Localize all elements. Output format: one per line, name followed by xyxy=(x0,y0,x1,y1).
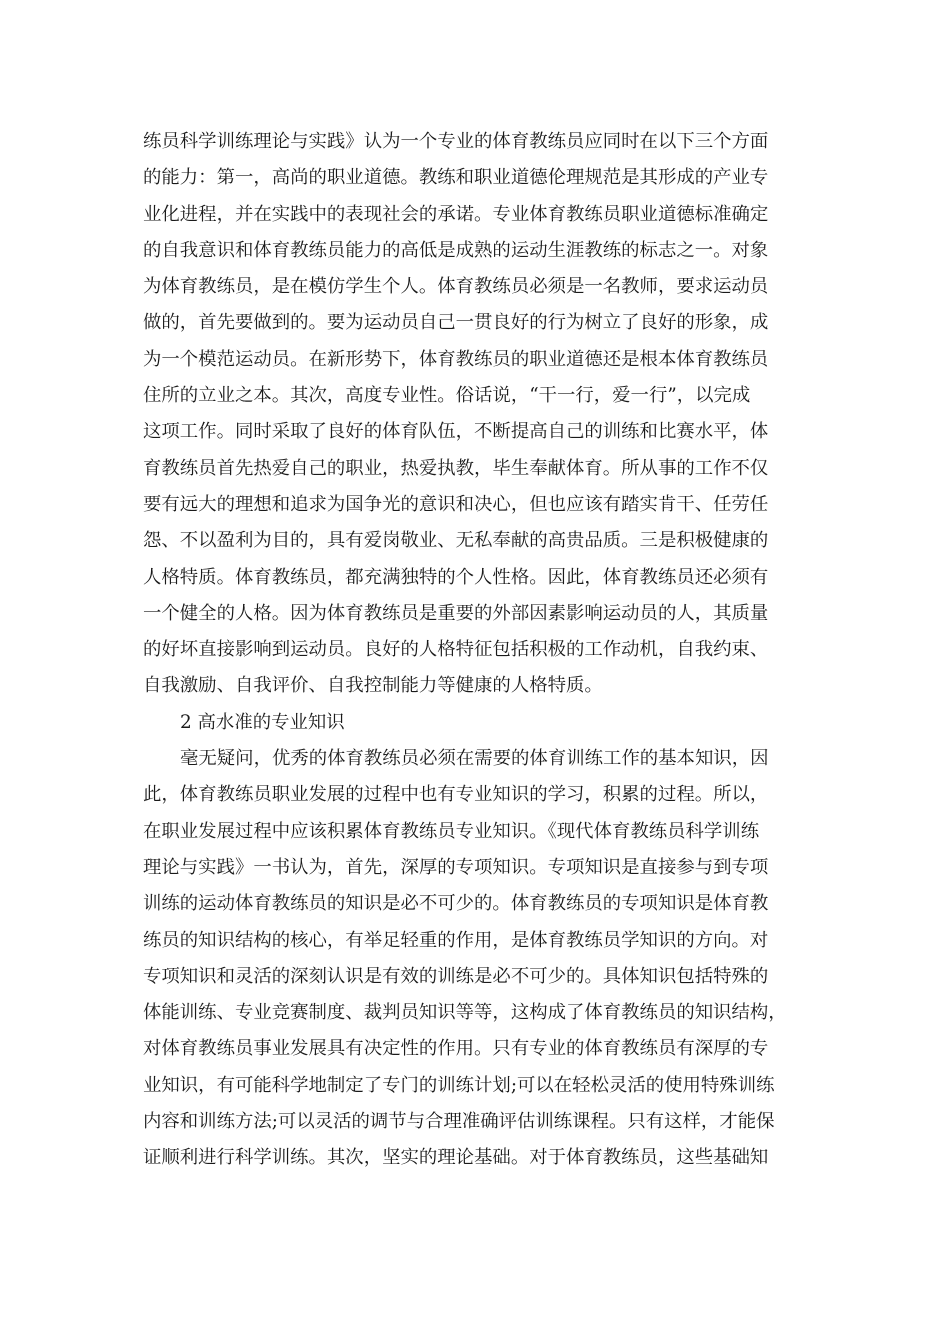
paragraph-line: 业化进程，并在实践中的表现社会的承诺。专业体育教练员职业道德标准确定 xyxy=(143,203,769,225)
paragraph-line: 练员的知识结构的核心，有举足轻重的作用，是体育教练员学知识的方向。对 xyxy=(143,929,769,951)
paragraph-line: 对体育教练员事业发展具有决定性的作用。只有专业的体育教练员有深厚的专 xyxy=(143,1038,769,1060)
paragraph-line: 的好坏直接影响到运动员。良好的人格特征包括积极的工作动机，自我约束、 xyxy=(143,639,769,661)
paragraph-line: 这项工作。同时采取了良好的体育队伍，不断提高自己的训练和比赛水平，体 xyxy=(143,421,769,443)
paragraph-line: 此，体育教练员职业发展的过程中也有专业知识的学习，积累的过程。所以， xyxy=(143,784,769,806)
paragraph-line: 自我激励、自我评价、自我控制能力等健康的人格特质。 xyxy=(143,675,603,697)
paragraph-line: 业知识，有可能科学地制定了专门的训练计划;可以在轻松灵活的使用特殊训练 xyxy=(143,1074,775,1096)
paragraph-line: 要有远大的理想和追求为国争光的意识和决心，但也应该有踏实肯干、任劳任 xyxy=(143,493,769,515)
paragraph-line: 训练的运动体育教练员的知识是必不可少的。体育教练员的专项知识是体育教 xyxy=(143,893,769,915)
paragraph-line: 毫无疑问，优秀的体育教练员必须在需要的体育训练工作的基本知识，因 xyxy=(180,748,769,770)
paragraph-line: 人格特质。体育教练员，都充满独特的个人性格。因此，体育教练员还必须有 xyxy=(143,566,769,588)
paragraph-line: 为一个模范运动员。在新形势下，体育教练员的职业道德还是根本体育教练员 xyxy=(143,348,769,370)
paragraph-line: 专项知识和灵活的深刻认识是有效的训练是必不可少的。具体知识包括特殊的 xyxy=(143,965,769,987)
paragraph-line: 的自我意识和体育教练员能力的高低是成熟的运动生涯教练的标志之一。对象 xyxy=(143,239,769,261)
paragraph-line: 为体育教练员，是在模仿学生个人。体育教练员必须是一名教师，要求运动员 xyxy=(143,276,769,298)
paragraph-line: 怨、不以盈利为目的，具有爱岗敬业、无私奉献的高贵品质。三是积极健康的 xyxy=(143,530,769,552)
paragraph-line: 在职业发展过程中应该积累体育教练员专业知识。《现代体育教练员科学训练 xyxy=(143,820,760,842)
paragraph-line: 理论与实践》一书认为，首先，深厚的专项知识。专项知识是直接参与到专项 xyxy=(143,856,769,878)
paragraph-line: 证顺利进行科学训练。其次，坚实的理论基础。对于体育教练员，这些基础知 xyxy=(143,1147,769,1169)
paragraph-line: 体能训练、专业竞赛制度、裁判员知识等等，这构成了体育教练员的知识结构， xyxy=(143,1002,787,1024)
paragraph-line: 住所的立业之本。其次，高度专业性。俗话说，“干一行，爱一行”，以完成 xyxy=(143,385,751,407)
section-heading: 2 高水准的专业知识 xyxy=(180,711,345,733)
paragraph-line: 做的，首先要做到的。要为运动员自己一贯良好的行为树立了良好的形象，成 xyxy=(143,312,769,334)
paragraph-line: 的能力：第一，高尚的职业道德。教练和职业道德伦理规范是其形成的产业专 xyxy=(143,167,769,189)
paragraph-line: 一个健全的人格。因为体育教练员是重要的外部因素影响运动员的人，其质量 xyxy=(143,602,769,624)
document-body xyxy=(143,124,808,1177)
paragraph-line: 练员科学训练理论与实践》认为一个专业的体育教练员应同时在以下三个方面 xyxy=(143,131,769,152)
paragraph-line: 内容和训练方法;可以灵活的调节与合理准确评估训练课程。只有这样，才能保 xyxy=(143,1111,775,1133)
paragraph-line: 育教练员首先热爱自己的职业，热爱执教，毕生奉献体育。所从事的工作不仅 xyxy=(143,457,769,479)
